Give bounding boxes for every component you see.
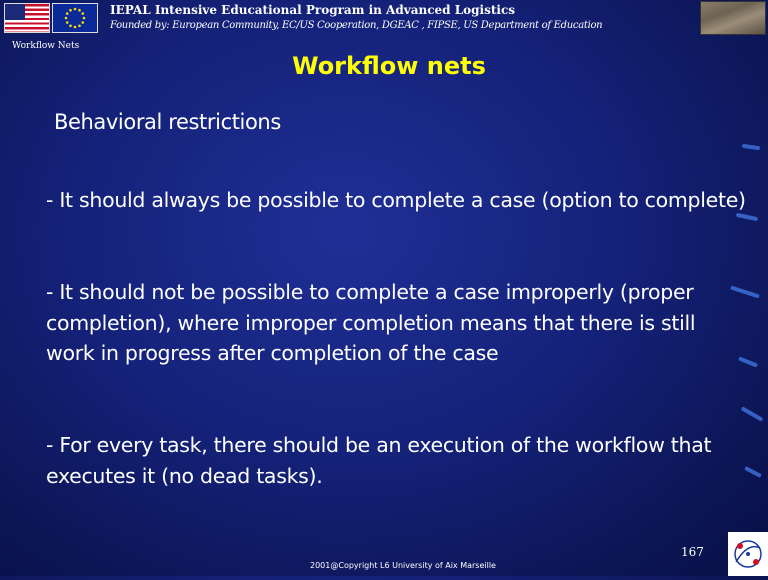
paragraph-no-dead-tasks: - For every task, there should be an execution of the workflow that executes it (no dead tasks). [46, 433, 712, 488]
header-subtitle: Founded by: European Community, EC/US Cooperation, DGEAC , FIPSE, US Department of Education [110, 20, 603, 31]
header-photo [700, 1, 766, 35]
slide-title-text: Workflow nets [292, 52, 486, 80]
header-title: IEPAL Intensive Educational Program in Advanced Logistics [110, 3, 516, 17]
paragraph-proper-completion: - It should not be possible to complete a case improperly (proper completion), where improper completion means that there is still work in progress after completion of the case [46, 280, 696, 365]
page-number: 167 [681, 545, 704, 559]
us-flag-icon [4, 3, 50, 33]
paragraph-option-to-complete: - It should always be possible to complete a case (option to complete) [46, 188, 746, 212]
decorative-stroke [742, 144, 760, 150]
section-label: Workflow Nets [12, 41, 80, 51]
copyright-text: 2001@Copyright L6 University of Aix Marseille [310, 561, 496, 570]
decorative-stroke [741, 406, 764, 421]
university-logo-icon [728, 532, 768, 576]
slide-title [0, 52, 768, 80]
decorative-stroke [744, 466, 762, 478]
eu-flag-icon [52, 3, 98, 33]
decorative-stroke [736, 213, 758, 221]
slide-subtitle: Behavioral restrictions [54, 110, 281, 134]
